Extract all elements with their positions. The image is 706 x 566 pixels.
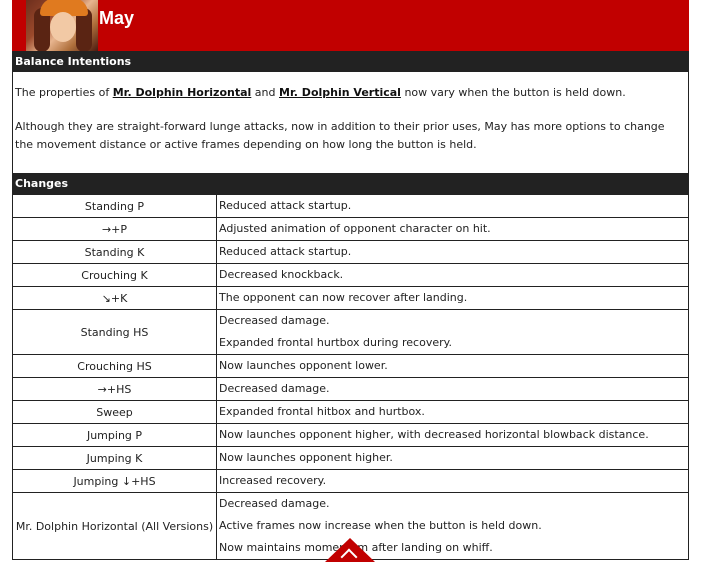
- change-cell: [217, 401, 689, 424]
- change-line: Decreased damage.: [219, 497, 330, 510]
- move-name: ↘+K: [13, 287, 217, 310]
- change-line: Now launches opponent higher, with decreased horizontal blowback distance.: [219, 428, 649, 441]
- move-name: Jumping ↓+HS: [13, 470, 217, 493]
- changes-heading: Changes: [12, 173, 689, 194]
- may-portrait: [26, 0, 98, 51]
- change-line: Decreased knockback.: [219, 268, 344, 281]
- move-name: Mr. Dolphin Horizontal (All Versions): [13, 493, 217, 560]
- change-line: Now launches opponent lower.: [219, 359, 388, 372]
- move-name: Standing K: [13, 241, 217, 264]
- change-line: Adjusted animation of opponent character on hit.: [219, 222, 491, 235]
- change-line: Increased recovery.: [219, 474, 327, 487]
- change-cell: [217, 195, 689, 218]
- change-cell: [217, 310, 689, 355]
- table-row: [13, 264, 689, 287]
- table-row: [13, 241, 689, 264]
- change-cell: [217, 355, 689, 378]
- change-cell: [217, 241, 689, 264]
- intentions-paragraph-2: Although they are straight-forward lunge attacks, now in addition to their prior uses, May has more options to change the movement distance or active frames depending on how long the button is held.: [15, 120, 665, 151]
- change-line: Reduced attack startup.: [219, 199, 352, 212]
- change-line: Expanded frontal hurtbox during recovery.: [219, 336, 453, 349]
- chevron-up-icon: [341, 549, 358, 566]
- move-name: Jumping K: [13, 447, 217, 470]
- change-cell: [217, 218, 689, 241]
- change-cell: [217, 264, 689, 287]
- move-name: Standing P: [13, 195, 217, 218]
- move-name: →+P: [13, 218, 217, 241]
- table-row: [13, 378, 689, 401]
- change-cell: [217, 470, 689, 493]
- move-name: Crouching K: [13, 264, 217, 287]
- move-name: Sweep: [13, 401, 217, 424]
- table-row: [13, 401, 689, 424]
- change-cell: [217, 493, 689, 560]
- table-row: [13, 355, 689, 378]
- change-cell: [217, 378, 689, 401]
- change-line: Decreased damage.: [219, 314, 330, 327]
- page-content: [12, 0, 689, 560]
- table-row: [13, 310, 689, 355]
- scroll-to-top-button[interactable]: [325, 538, 375, 562]
- table-row: [13, 424, 689, 447]
- move-name: Standing HS: [13, 310, 217, 355]
- move-name: →+HS: [13, 378, 217, 401]
- mr-dolphin-horizontal-link[interactable]: Mr. Dolphin Horizontal: [112, 86, 252, 99]
- balance-intentions-body: [12, 72, 689, 173]
- mr-dolphin-vertical-link[interactable]: Mr. Dolphin Vertical: [279, 86, 401, 99]
- character-header: [12, 0, 689, 51]
- change-line: Decreased damage.: [219, 382, 330, 395]
- change-line: Active frames now increase when the button is held down.: [219, 519, 542, 532]
- change-line: Now maintains momentum after landing on whiff.: [219, 541, 493, 554]
- table-row: [13, 470, 689, 493]
- change-line: Now launches opponent higher.: [219, 451, 393, 464]
- change-cell: [217, 447, 689, 470]
- table-row: [13, 218, 689, 241]
- change-cell: [217, 424, 689, 447]
- page-title: May: [99, 8, 135, 28]
- change-line: The opponent can now recover after landing.: [219, 291, 468, 304]
- move-name: Jumping P: [13, 424, 217, 447]
- changes-table: [12, 194, 689, 560]
- change-cell: [217, 287, 689, 310]
- balance-intentions-heading: Balance Intentions: [12, 51, 689, 72]
- intentions-paragraph-1: The properties of Mr. Dolphin Horizontal and Mr. Dolphin Vertical now vary when the button is held down.: [15, 86, 626, 99]
- table-row: [13, 447, 689, 470]
- change-line: Expanded frontal hitbox and hurtbox.: [219, 405, 425, 418]
- move-name: Crouching HS: [13, 355, 217, 378]
- change-line: Reduced attack startup.: [219, 245, 352, 258]
- table-row: [13, 195, 689, 218]
- table-row: [13, 287, 689, 310]
